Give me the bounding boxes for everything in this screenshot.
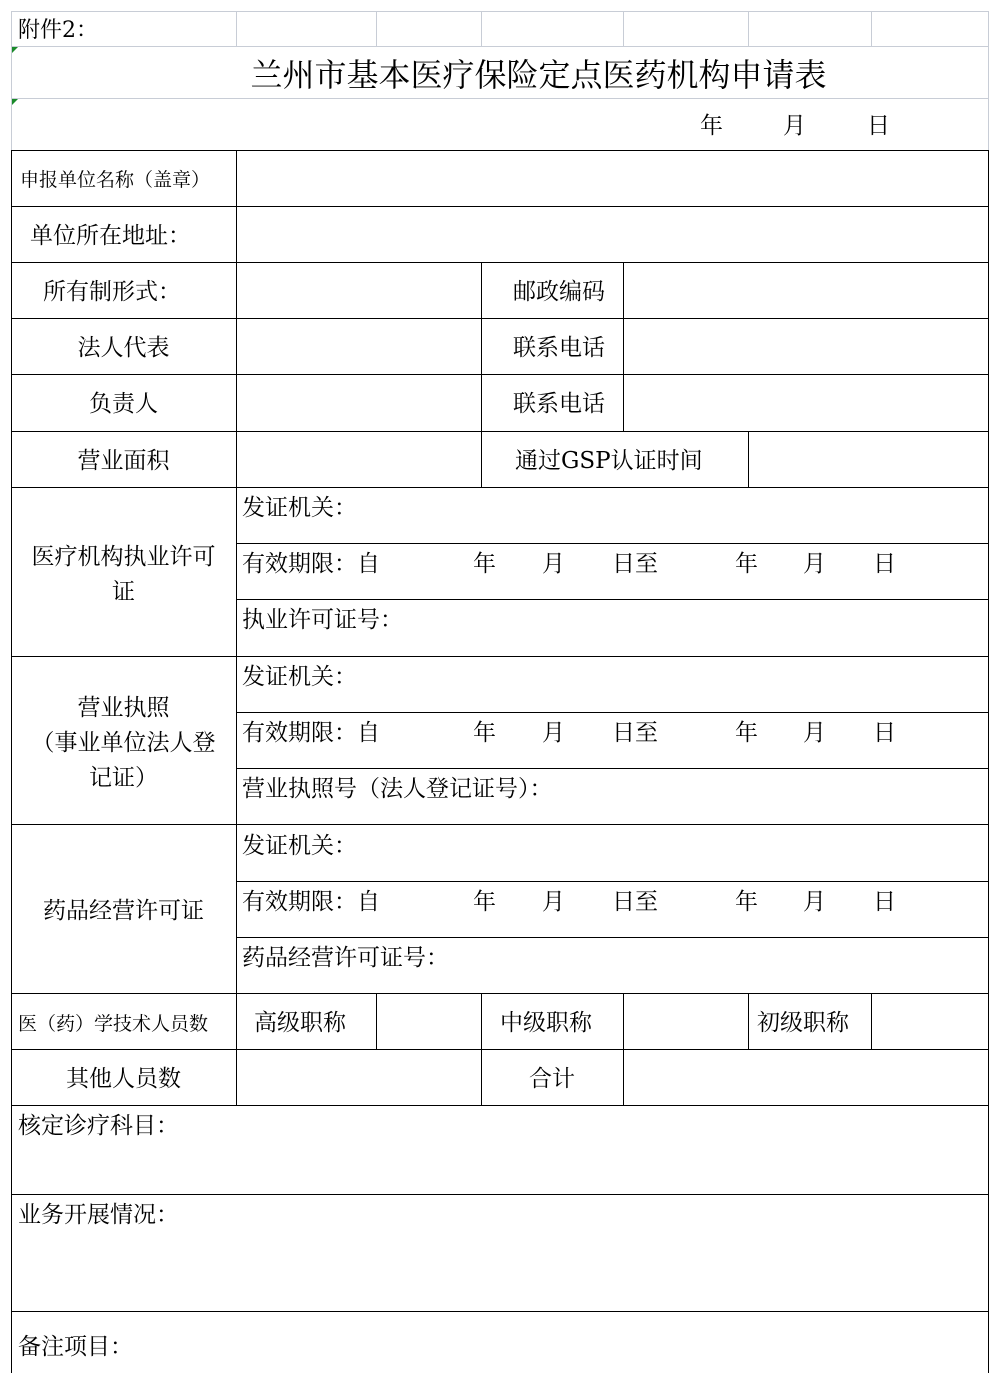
attachment-label: 附件2： xyxy=(18,18,98,43)
border xyxy=(236,599,989,600)
border xyxy=(11,1311,989,1312)
license-number-label: 执业许可证号： xyxy=(242,607,403,633)
unit-name-label: 申报单位名称（盖章） xyxy=(20,169,211,191)
border xyxy=(11,1105,989,1106)
business-license-label: 记证） xyxy=(89,765,158,791)
border xyxy=(236,712,989,713)
gridline xyxy=(236,11,237,46)
business-license-label: 营业执照 xyxy=(77,695,170,721)
validity-month: 月 xyxy=(803,720,826,746)
issuer-label: 发证机关： xyxy=(242,833,357,859)
gridline xyxy=(11,98,988,99)
validity-day: 日 xyxy=(873,889,896,915)
border xyxy=(376,993,377,1050)
total-label: 合计 xyxy=(529,1066,575,1092)
border xyxy=(236,881,989,882)
border xyxy=(11,1194,989,1195)
gsp-time-label: 通过GSP认证时间 xyxy=(515,448,703,474)
business-area-label: 营业面积 xyxy=(77,448,170,474)
validity-month: 月 xyxy=(542,889,565,915)
gridline xyxy=(871,11,872,46)
validity-year: 年 xyxy=(735,889,758,915)
border xyxy=(988,150,989,1373)
cell-comment-marker-icon xyxy=(12,47,18,53)
validity-from-label: 有效期限：自 xyxy=(242,889,380,915)
border xyxy=(11,487,989,488)
border xyxy=(11,374,989,375)
border xyxy=(11,150,989,151)
border xyxy=(236,150,237,1106)
junior-title-label: 初级职称 xyxy=(757,1010,849,1036)
gridline xyxy=(623,11,624,46)
license-number-label: 营业执照号（法人登记证号）： xyxy=(242,776,553,802)
border xyxy=(11,431,989,432)
license-number-label: 药品经营许可证号： xyxy=(242,945,449,971)
remarks-label: 备注项目： xyxy=(18,1334,133,1360)
validity-day-to: 日至 xyxy=(612,720,658,746)
postal-code-label: 邮政编码 xyxy=(513,279,605,305)
validity-day-to: 日至 xyxy=(612,889,658,915)
border xyxy=(236,768,989,769)
business-license-label: （事业单位法人登 xyxy=(31,730,216,756)
gridline xyxy=(481,11,482,46)
validity-day-to: 日至 xyxy=(612,551,658,577)
validity-year: 年 xyxy=(473,720,496,746)
unit-address-label: 单位所在地址： xyxy=(30,223,191,249)
date-day: 日 xyxy=(867,113,890,139)
border xyxy=(11,1049,989,1050)
ownership-label: 所有制形式： xyxy=(43,279,181,305)
date-year: 年 xyxy=(700,113,723,139)
phone-label: 联系电话 xyxy=(513,335,605,361)
validity-month: 月 xyxy=(803,551,826,577)
phone-label: 联系电话 xyxy=(513,391,605,417)
medical-license-label: 证 xyxy=(112,579,135,605)
senior-title-label: 高级职称 xyxy=(254,1010,346,1036)
medical-license-label: 医疗机构执业许可 xyxy=(31,544,216,570)
border xyxy=(11,206,989,207)
gridline xyxy=(11,11,988,12)
business-status-label: 业务开展情况： xyxy=(18,1202,179,1228)
gridline xyxy=(376,11,377,46)
border xyxy=(11,656,989,657)
border xyxy=(623,993,624,1106)
validity-month: 月 xyxy=(803,889,826,915)
border xyxy=(11,824,989,825)
validity-year: 年 xyxy=(473,551,496,577)
border xyxy=(481,262,482,488)
border xyxy=(748,993,749,1050)
cell-comment-marker-icon xyxy=(12,99,18,105)
border xyxy=(11,993,989,994)
border xyxy=(236,937,989,938)
issuer-label: 发证机关： xyxy=(242,664,357,690)
legal-rep-label: 法人代表 xyxy=(77,335,170,361)
page-title: 兰州市基本医疗保险定点医药机构申请表 xyxy=(250,56,827,94)
gridline xyxy=(748,11,749,46)
date-month: 月 xyxy=(783,113,806,139)
validity-year: 年 xyxy=(735,551,758,577)
tech-staff-label: 医（药）学技术人员数 xyxy=(18,1013,209,1035)
issuer-label: 发证机关： xyxy=(242,495,357,521)
other-staff-label: 其他人员数 xyxy=(66,1066,181,1092)
border xyxy=(871,993,872,1050)
border xyxy=(623,262,624,431)
person-in-charge-label: 负责人 xyxy=(89,391,158,417)
validity-from-label: 有效期限：自 xyxy=(242,551,380,577)
validity-day: 日 xyxy=(873,720,896,746)
border xyxy=(11,318,989,319)
border xyxy=(236,543,989,544)
border xyxy=(748,431,749,488)
validity-month: 月 xyxy=(542,551,565,577)
validity-year: 年 xyxy=(735,720,758,746)
gridline xyxy=(11,46,988,47)
drug-license-label: 药品经营许可证 xyxy=(43,898,204,924)
departments-label: 核定诊疗科目： xyxy=(18,1113,179,1139)
middle-title-label: 中级职称 xyxy=(500,1010,592,1036)
border xyxy=(11,262,989,263)
validity-month: 月 xyxy=(542,720,565,746)
validity-year: 年 xyxy=(473,889,496,915)
validity-from-label: 有效期限：自 xyxy=(242,720,380,746)
validity-day: 日 xyxy=(873,551,896,577)
